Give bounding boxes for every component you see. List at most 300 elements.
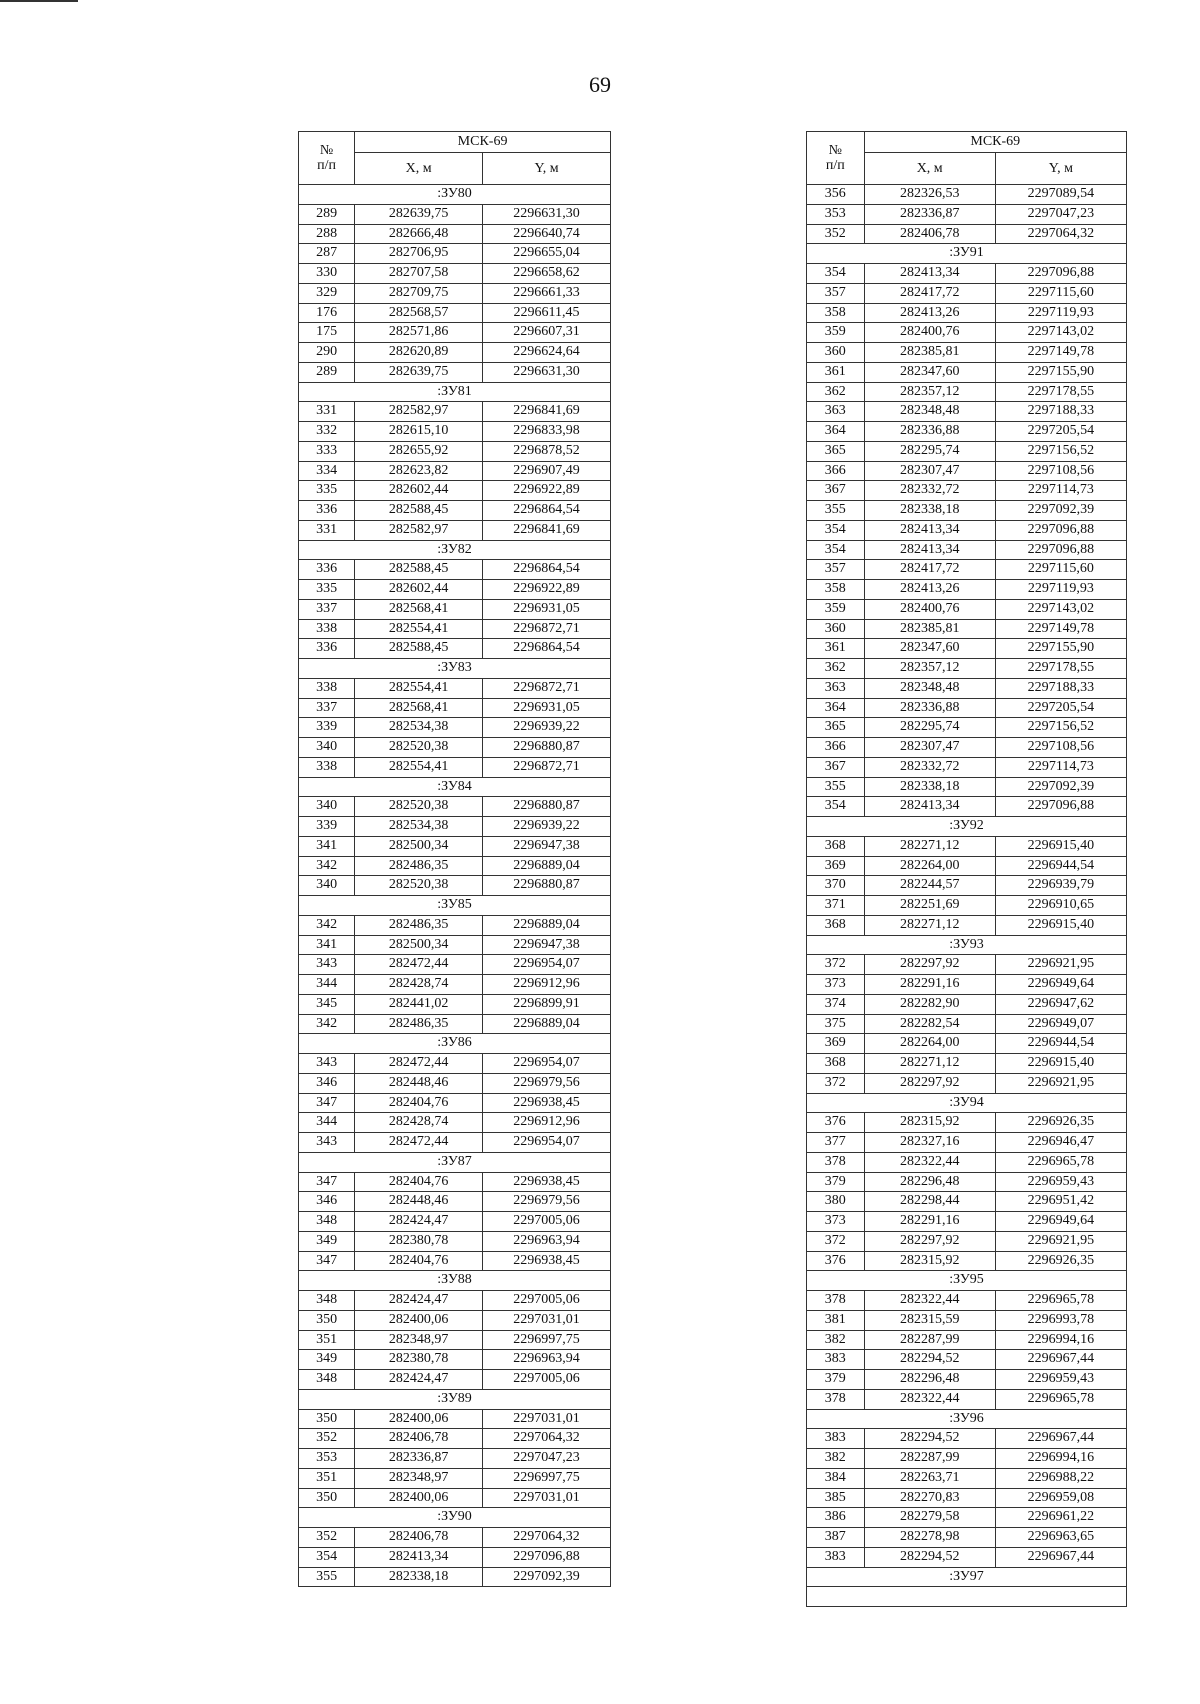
x-coordinate: 282294,52 <box>864 1429 995 1449</box>
section-header-row <box>807 817 1127 837</box>
parcel-label: :ЗУ93 <box>807 935 1127 955</box>
header-number-sub: п/п <box>317 158 337 173</box>
table-row <box>807 1231 1127 1251</box>
y-coordinate: 2296944,54 <box>995 856 1126 876</box>
point-number: 355 <box>807 777 865 797</box>
table-row <box>299 343 611 363</box>
y-coordinate: 2296939,22 <box>483 718 611 738</box>
x-coordinate: 282571,86 <box>355 323 483 343</box>
y-coordinate: 2296994,16 <box>995 1449 1126 1469</box>
parcel-label: :ЗУ81 <box>299 382 611 402</box>
x-coordinate: 282297,92 <box>864 1073 995 1093</box>
parcel-label: :ЗУ92 <box>807 817 1127 837</box>
x-coordinate: 282448,46 <box>355 1192 483 1212</box>
y-coordinate: 2296880,87 <box>483 797 611 817</box>
table-row <box>299 678 611 698</box>
x-coordinate: 282554,41 <box>355 757 483 777</box>
y-coordinate: 2297096,88 <box>995 264 1126 284</box>
x-coordinate: 282326,53 <box>864 185 995 205</box>
y-coordinate: 2296864,54 <box>483 501 611 521</box>
blank-row <box>807 1587 1127 1607</box>
point-number: 347 <box>299 1172 355 1192</box>
x-coordinate: 282264,00 <box>864 856 995 876</box>
x-coordinate: 282413,26 <box>864 303 995 323</box>
header-coordinate-system: МСК-69 <box>355 132 611 153</box>
y-coordinate: 2296997,75 <box>483 1468 611 1488</box>
point-number: 347 <box>299 1251 355 1271</box>
y-coordinate: 2296889,04 <box>483 856 611 876</box>
table-row <box>299 1310 611 1330</box>
x-coordinate: 282282,90 <box>864 994 995 1014</box>
x-coordinate: 282588,45 <box>355 560 483 580</box>
x-coordinate: 282413,34 <box>864 797 995 817</box>
y-coordinate: 2297156,52 <box>995 441 1126 461</box>
table-row <box>807 836 1127 856</box>
y-coordinate: 2296631,30 <box>483 362 611 382</box>
point-number: 382 <box>807 1449 865 1469</box>
x-coordinate: 282295,74 <box>864 718 995 738</box>
point-number: 354 <box>807 797 865 817</box>
x-coordinate: 282294,52 <box>864 1350 995 1370</box>
point-number: 373 <box>807 975 865 995</box>
point-number: 367 <box>807 481 865 501</box>
table-row <box>807 1468 1127 1488</box>
table-row <box>299 560 611 580</box>
x-coordinate: 282271,12 <box>864 1054 995 1074</box>
table-row <box>807 402 1127 422</box>
y-coordinate: 2296915,40 <box>995 915 1126 935</box>
y-coordinate: 2296938,45 <box>483 1093 611 1113</box>
point-number: 336 <box>299 639 355 659</box>
header-number: № <box>828 143 842 158</box>
y-coordinate: 2296921,95 <box>995 955 1126 975</box>
point-number: 372 <box>807 1231 865 1251</box>
point-number: 289 <box>299 362 355 382</box>
table-row <box>807 639 1127 659</box>
y-coordinate: 2297096,88 <box>483 1547 611 1567</box>
point-number: 354 <box>807 264 865 284</box>
header-number-cell <box>299 132 355 185</box>
point-number: 360 <box>807 619 865 639</box>
point-number: 353 <box>807 204 865 224</box>
table-row <box>807 580 1127 600</box>
x-coordinate: 282413,34 <box>864 540 995 560</box>
table-row <box>807 1192 1127 1212</box>
y-coordinate: 2296926,35 <box>995 1251 1126 1271</box>
point-number: 363 <box>807 678 865 698</box>
table-row <box>807 1212 1127 1232</box>
table-row <box>807 896 1127 916</box>
point-number: 350 <box>299 1488 355 1508</box>
parcel-label: :ЗУ80 <box>299 185 611 205</box>
x-coordinate: 282357,12 <box>864 382 995 402</box>
y-coordinate: 2296965,78 <box>995 1291 1126 1311</box>
x-coordinate: 282588,45 <box>355 501 483 521</box>
table-row <box>807 520 1127 540</box>
x-coordinate: 282428,74 <box>355 1113 483 1133</box>
y-coordinate: 2296611,45 <box>483 303 611 323</box>
section-header-row <box>299 1508 611 1528</box>
x-coordinate: 282315,92 <box>864 1251 995 1271</box>
y-coordinate: 2297149,78 <box>995 619 1126 639</box>
table-row <box>299 915 611 935</box>
x-coordinate: 282287,99 <box>864 1330 995 1350</box>
x-coordinate: 282322,44 <box>864 1152 995 1172</box>
point-number: 357 <box>807 283 865 303</box>
x-coordinate: 282348,48 <box>864 678 995 698</box>
x-coordinate: 282270,83 <box>864 1488 995 1508</box>
section-header-row <box>299 1152 611 1172</box>
x-coordinate: 282251,69 <box>864 896 995 916</box>
table-row <box>299 1567 611 1587</box>
x-coordinate: 282380,78 <box>355 1231 483 1251</box>
y-coordinate: 2296947,38 <box>483 836 611 856</box>
coordinates-table-right <box>806 131 1127 1607</box>
table-row <box>299 975 611 995</box>
y-coordinate: 2297064,32 <box>483 1429 611 1449</box>
y-coordinate: 2296921,95 <box>995 1231 1126 1251</box>
x-coordinate: 282327,16 <box>864 1133 995 1153</box>
table-row <box>299 738 611 758</box>
x-coordinate: 282336,88 <box>864 422 995 442</box>
y-coordinate: 2297188,33 <box>995 402 1126 422</box>
y-coordinate: 2297119,93 <box>995 303 1126 323</box>
table-row <box>299 619 611 639</box>
point-number: 339 <box>299 718 355 738</box>
table-row <box>299 303 611 323</box>
y-coordinate: 2297096,88 <box>995 540 1126 560</box>
y-coordinate: 2296922,89 <box>483 580 611 600</box>
x-coordinate: 282400,06 <box>355 1488 483 1508</box>
x-coordinate: 282338,18 <box>864 501 995 521</box>
y-coordinate: 2296949,64 <box>995 975 1126 995</box>
table-row <box>807 441 1127 461</box>
header-x: X, м <box>864 153 995 185</box>
point-number: 386 <box>807 1508 865 1528</box>
table-row <box>299 1014 611 1034</box>
x-coordinate: 282534,38 <box>355 817 483 837</box>
table-row <box>299 1113 611 1133</box>
point-number: 382 <box>807 1330 865 1350</box>
x-coordinate: 282534,38 <box>355 718 483 738</box>
y-coordinate: 2296880,87 <box>483 876 611 896</box>
table-row <box>299 461 611 481</box>
table-row <box>299 955 611 975</box>
x-coordinate: 282417,72 <box>864 283 995 303</box>
x-coordinate: 282486,35 <box>355 856 483 876</box>
section-header-row <box>299 540 611 560</box>
y-coordinate: 2296961,22 <box>995 1508 1126 1528</box>
y-coordinate: 2297096,88 <box>995 797 1126 817</box>
x-coordinate: 282428,74 <box>355 975 483 995</box>
point-number: 340 <box>299 797 355 817</box>
point-number: 363 <box>807 402 865 422</box>
table-row <box>807 1054 1127 1074</box>
y-coordinate: 2296949,64 <box>995 1212 1126 1232</box>
x-coordinate: 282357,12 <box>864 659 995 679</box>
table-row <box>299 639 611 659</box>
y-coordinate: 2296878,52 <box>483 441 611 461</box>
header-x: X, м <box>355 153 483 185</box>
table-row <box>299 876 611 896</box>
table-row <box>299 1488 611 1508</box>
x-coordinate: 282298,44 <box>864 1192 995 1212</box>
table-row <box>299 856 611 876</box>
table-row <box>807 422 1127 442</box>
x-coordinate: 282472,44 <box>355 1054 483 1074</box>
point-number: 331 <box>299 520 355 540</box>
section-header-row <box>299 1389 611 1409</box>
y-coordinate: 2296965,78 <box>995 1152 1126 1172</box>
point-number: 366 <box>807 738 865 758</box>
point-number: 378 <box>807 1389 865 1409</box>
x-coordinate: 282291,16 <box>864 1212 995 1232</box>
table-row <box>299 1468 611 1488</box>
point-number: 340 <box>299 738 355 758</box>
section-header-row <box>299 659 611 679</box>
table-row <box>299 422 611 442</box>
point-number: 354 <box>299 1547 355 1567</box>
table-row <box>299 402 611 422</box>
y-coordinate: 2297205,54 <box>995 698 1126 718</box>
x-coordinate: 282297,92 <box>864 1231 995 1251</box>
table-row <box>299 520 611 540</box>
section-header-row <box>299 896 611 916</box>
point-number: 372 <box>807 1073 865 1093</box>
table-row <box>299 935 611 955</box>
point-number: 349 <box>299 1350 355 1370</box>
table-row <box>807 599 1127 619</box>
point-number: 371 <box>807 896 865 916</box>
point-number: 385 <box>807 1488 865 1508</box>
y-coordinate: 2296965,78 <box>995 1389 1126 1409</box>
table-row <box>807 738 1127 758</box>
x-coordinate: 282297,92 <box>864 955 995 975</box>
y-coordinate: 2296931,05 <box>483 599 611 619</box>
point-number: 343 <box>299 955 355 975</box>
y-coordinate: 2296931,05 <box>483 698 611 718</box>
point-number: 350 <box>299 1409 355 1429</box>
point-number: 338 <box>299 619 355 639</box>
y-coordinate: 2296899,91 <box>483 994 611 1014</box>
x-coordinate: 282406,78 <box>864 224 995 244</box>
point-number: 342 <box>299 856 355 876</box>
point-number: 368 <box>807 836 865 856</box>
y-coordinate: 2296912,96 <box>483 1113 611 1133</box>
x-coordinate: 282282,54 <box>864 1014 995 1034</box>
x-coordinate: 282406,78 <box>355 1528 483 1548</box>
point-number: 379 <box>807 1370 865 1390</box>
point-number: 352 <box>807 224 865 244</box>
point-number: 339 <box>299 817 355 837</box>
table-row <box>299 1547 611 1567</box>
point-number: 333 <box>299 441 355 461</box>
y-coordinate: 2296938,45 <box>483 1172 611 1192</box>
y-coordinate: 2296939,79 <box>995 876 1126 896</box>
scan-edge-mark <box>0 0 78 2</box>
point-number: 353 <box>299 1449 355 1469</box>
point-number: 347 <box>299 1093 355 1113</box>
point-number: 344 <box>299 975 355 995</box>
y-coordinate: 2296889,04 <box>483 915 611 935</box>
y-coordinate: 2296959,43 <box>995 1370 1126 1390</box>
point-number: 338 <box>299 678 355 698</box>
table-row <box>299 1133 611 1153</box>
point-number: 176 <box>299 303 355 323</box>
point-number: 384 <box>807 1468 865 1488</box>
table-row <box>299 283 611 303</box>
y-coordinate: 2297156,52 <box>995 718 1126 738</box>
y-coordinate: 2297005,06 <box>483 1212 611 1232</box>
table-row <box>299 698 611 718</box>
y-coordinate: 2296864,54 <box>483 639 611 659</box>
y-coordinate: 2297092,39 <box>995 777 1126 797</box>
y-coordinate: 2296864,54 <box>483 560 611 580</box>
y-coordinate: 2296910,65 <box>995 896 1126 916</box>
y-coordinate: 2296993,78 <box>995 1310 1126 1330</box>
y-coordinate: 2296979,56 <box>483 1073 611 1093</box>
point-number: 354 <box>807 540 865 560</box>
x-coordinate: 282400,06 <box>355 1310 483 1330</box>
y-coordinate: 2297149,78 <box>995 343 1126 363</box>
table-row <box>807 777 1127 797</box>
point-number: 341 <box>299 935 355 955</box>
table-row <box>807 204 1127 224</box>
x-coordinate: 282554,41 <box>355 619 483 639</box>
point-number: 383 <box>807 1429 865 1449</box>
y-coordinate: 2297064,32 <box>995 224 1126 244</box>
x-coordinate: 282278,98 <box>864 1528 995 1548</box>
x-coordinate: 282582,97 <box>355 520 483 540</box>
header-number-cell <box>807 132 865 185</box>
y-coordinate: 2296949,07 <box>995 1014 1126 1034</box>
section-header-row <box>807 244 1127 264</box>
table-row <box>807 1310 1127 1330</box>
table-row <box>299 836 611 856</box>
header-y: Y, м <box>483 153 611 185</box>
point-number: 341 <box>299 836 355 856</box>
y-coordinate: 2296926,35 <box>995 1113 1126 1133</box>
table-row <box>807 1389 1127 1409</box>
y-coordinate: 2297092,39 <box>995 501 1126 521</box>
section-header-row <box>299 777 611 797</box>
table-row <box>807 1073 1127 1093</box>
y-coordinate: 2296946,47 <box>995 1133 1126 1153</box>
table-row <box>299 994 611 1014</box>
y-coordinate: 2297155,90 <box>995 362 1126 382</box>
y-coordinate: 2296997,75 <box>483 1330 611 1350</box>
point-number: 334 <box>299 461 355 481</box>
x-coordinate: 282520,38 <box>355 738 483 758</box>
table-row <box>807 1014 1127 1034</box>
point-number: 373 <box>807 1212 865 1232</box>
y-coordinate: 2296880,87 <box>483 738 611 758</box>
point-number: 356 <box>807 185 865 205</box>
table-row <box>807 876 1127 896</box>
point-number: 346 <box>299 1073 355 1093</box>
point-number: 348 <box>299 1291 355 1311</box>
y-coordinate: 2297031,01 <box>483 1488 611 1508</box>
x-coordinate: 282441,02 <box>355 994 483 1014</box>
x-coordinate: 282486,35 <box>355 1014 483 1034</box>
section-header-row <box>299 1034 611 1054</box>
x-coordinate: 282385,81 <box>864 343 995 363</box>
y-coordinate: 2296947,38 <box>483 935 611 955</box>
point-number: 352 <box>299 1429 355 1449</box>
point-number: 342 <box>299 915 355 935</box>
table-row <box>299 1231 611 1251</box>
table-row <box>807 224 1127 244</box>
header-coordinate-system: МСК-69 <box>864 132 1126 153</box>
point-number: 366 <box>807 461 865 481</box>
x-coordinate: 282404,76 <box>355 1172 483 1192</box>
table-row <box>807 718 1127 738</box>
table-row <box>299 264 611 284</box>
y-coordinate: 2296912,96 <box>483 975 611 995</box>
x-coordinate: 282707,58 <box>355 264 483 284</box>
section-header-row <box>807 935 1127 955</box>
y-coordinate: 2296655,04 <box>483 244 611 264</box>
y-coordinate: 2296954,07 <box>483 955 611 975</box>
header-y: Y, м <box>995 153 1126 185</box>
x-coordinate: 282271,12 <box>864 915 995 935</box>
table-row <box>807 501 1127 521</box>
table-row <box>807 461 1127 481</box>
x-coordinate: 282347,60 <box>864 639 995 659</box>
table-row <box>807 619 1127 639</box>
point-number: 367 <box>807 757 865 777</box>
parcel-label: :ЗУ87 <box>299 1152 611 1172</box>
x-coordinate: 282615,10 <box>355 422 483 442</box>
parcel-label: :ЗУ95 <box>807 1271 1127 1291</box>
y-coordinate: 2296938,45 <box>483 1251 611 1271</box>
point-number: 354 <box>807 520 865 540</box>
y-coordinate: 2297178,55 <box>995 382 1126 402</box>
x-coordinate: 282279,58 <box>864 1508 995 1528</box>
x-coordinate: 282296,48 <box>864 1172 995 1192</box>
point-number: 342 <box>299 1014 355 1034</box>
point-number: 287 <box>299 244 355 264</box>
point-number: 348 <box>299 1212 355 1232</box>
parcel-label: :ЗУ94 <box>807 1093 1127 1113</box>
table-row <box>807 994 1127 1014</box>
table-row <box>807 1508 1127 1528</box>
point-number: 375 <box>807 1014 865 1034</box>
x-coordinate: 282424,47 <box>355 1212 483 1232</box>
point-number: 378 <box>807 1152 865 1172</box>
table-row <box>807 362 1127 382</box>
table-row <box>807 757 1127 777</box>
table-row <box>807 481 1127 501</box>
point-number: 362 <box>807 382 865 402</box>
point-number: 364 <box>807 698 865 718</box>
x-coordinate: 282568,57 <box>355 303 483 323</box>
x-coordinate: 282336,88 <box>864 698 995 718</box>
x-coordinate: 282602,44 <box>355 481 483 501</box>
page-number: 69 <box>589 72 611 97</box>
x-coordinate: 282287,99 <box>864 1449 995 1469</box>
y-coordinate: 2296872,71 <box>483 757 611 777</box>
point-number: 365 <box>807 441 865 461</box>
x-coordinate: 282413,26 <box>864 580 995 600</box>
table-row <box>807 1291 1127 1311</box>
table-row <box>807 303 1127 323</box>
y-coordinate: 2297064,32 <box>483 1528 611 1548</box>
table-row <box>807 1350 1127 1370</box>
x-coordinate: 282400,06 <box>355 1409 483 1429</box>
point-number: 289 <box>299 204 355 224</box>
y-coordinate: 2296959,43 <box>995 1172 1126 1192</box>
